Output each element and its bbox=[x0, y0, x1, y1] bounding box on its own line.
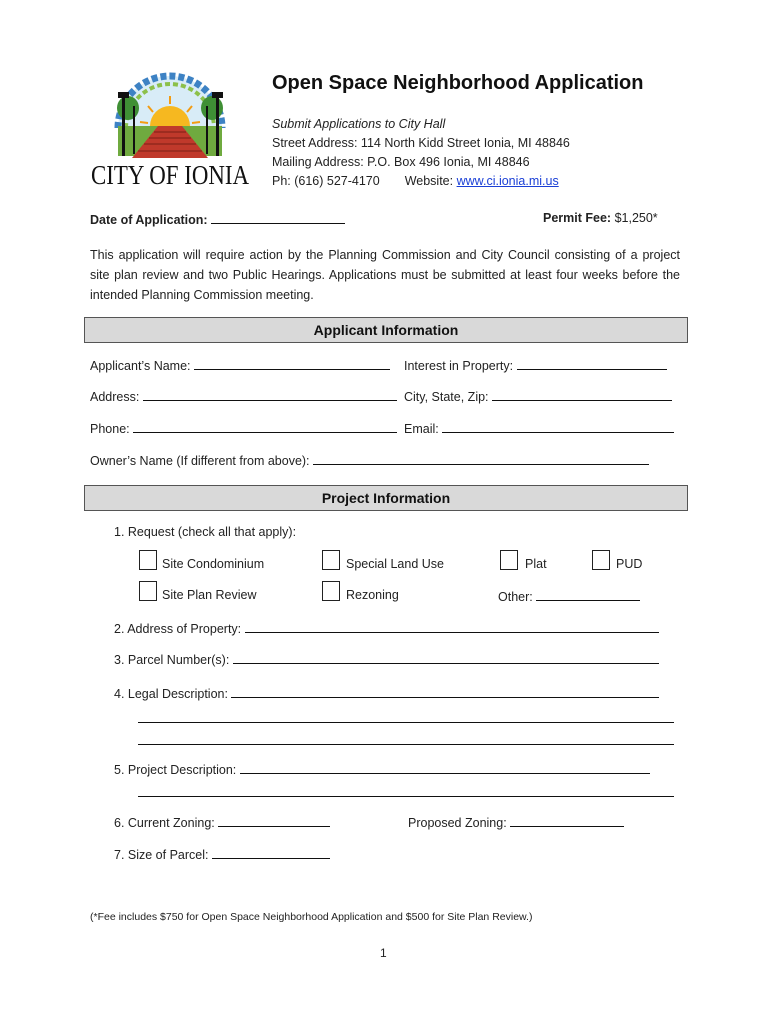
special-land-use-checkbox[interactable] bbox=[322, 550, 340, 570]
legal-description-label: 4. Legal Description: bbox=[114, 687, 228, 701]
phone-number: Ph: (616) 527-4170 bbox=[272, 174, 380, 188]
other-row bbox=[498, 588, 640, 604]
date-label: Date of Application: bbox=[90, 213, 208, 227]
phone-field[interactable] bbox=[133, 420, 397, 433]
parcel-size-row bbox=[114, 846, 330, 862]
city-row bbox=[404, 388, 672, 404]
pud-checkbox[interactable] bbox=[592, 550, 610, 570]
request-question: 1. Request (check all that apply): bbox=[114, 525, 297, 539]
project-section-header: Project Information bbox=[84, 485, 688, 511]
property-address-row bbox=[114, 620, 659, 636]
page-title: Open Space Neighborhood Application bbox=[272, 72, 644, 94]
current-zoning-row bbox=[114, 814, 330, 830]
applicant-section-header: Applicant Information bbox=[84, 317, 688, 343]
email-label: Email: bbox=[404, 422, 439, 436]
owner-label: Owner’s Name (If different from above): bbox=[90, 454, 310, 468]
permit-fee-label: Permit Fee: bbox=[543, 211, 612, 225]
other-label: Other: bbox=[498, 590, 533, 604]
site-plan-review-label: Site Plan Review bbox=[162, 588, 257, 602]
street-address: Street Address: 114 North Kidd Street Ionia, MI 48846 bbox=[272, 136, 570, 150]
site-condominium-label: Site Condominium bbox=[162, 557, 265, 571]
parcel-number-field[interactable] bbox=[233, 651, 659, 664]
logo-graphic bbox=[88, 66, 253, 191]
address-row bbox=[90, 388, 397, 404]
parcel-size-field[interactable] bbox=[212, 846, 330, 859]
legal-description-line-2[interactable] bbox=[138, 710, 674, 723]
other-field[interactable] bbox=[536, 588, 640, 601]
email-row bbox=[404, 420, 674, 436]
interest-row bbox=[404, 357, 667, 373]
applicant-name-row bbox=[90, 357, 390, 373]
rezoning-checkbox[interactable] bbox=[322, 581, 340, 601]
special-land-use-label: Special Land Use bbox=[346, 557, 444, 571]
mailing-address: Mailing Address: P.O. Box 496 Ionia, MI 48846 bbox=[272, 155, 530, 169]
applicant-name-label: Applicant’s Name: bbox=[90, 359, 191, 373]
city-label: City, State, Zip: bbox=[404, 390, 489, 404]
website-link[interactable]: www.ci.ionia.mi.us bbox=[456, 174, 559, 188]
applicant-name-field[interactable] bbox=[194, 357, 390, 370]
pud-label: PUD bbox=[616, 557, 643, 571]
project-description-row bbox=[114, 761, 650, 777]
page-number: 1 bbox=[380, 946, 387, 960]
owner-field[interactable] bbox=[313, 452, 649, 465]
logo-text: CITY OF IONIA bbox=[91, 160, 250, 190]
owner-row bbox=[90, 452, 649, 468]
parcel-number-row bbox=[114, 651, 659, 667]
plat-checkbox[interactable] bbox=[500, 550, 518, 570]
site-condominium-checkbox[interactable] bbox=[139, 550, 157, 570]
property-address-field[interactable] bbox=[245, 620, 659, 633]
project-description-field[interactable] bbox=[240, 761, 650, 774]
fee-footnote: (*Fee includes $750 for Open Space Neighborhood Application and $500 for Site Plan Review.) bbox=[90, 911, 533, 923]
parcel-size-label: 7. Size of Parcel: bbox=[114, 848, 209, 862]
legal-description-line-3[interactable] bbox=[138, 732, 674, 745]
city-of-ionia-logo bbox=[88, 66, 253, 191]
address-field[interactable] bbox=[143, 388, 397, 401]
date-of-application bbox=[90, 211, 345, 227]
date-field[interactable] bbox=[211, 211, 345, 224]
proposed-zoning-field[interactable] bbox=[510, 814, 624, 827]
email-field[interactable] bbox=[442, 420, 674, 433]
legal-description-row bbox=[114, 685, 659, 701]
city-field[interactable] bbox=[492, 388, 672, 401]
proposed-zoning-label: Proposed Zoning: bbox=[408, 816, 507, 830]
contact-line bbox=[272, 174, 559, 188]
rezoning-label: Rezoning bbox=[346, 588, 399, 602]
permit-fee-value: $1,250* bbox=[614, 211, 658, 225]
intro-paragraph: This application will require action by the Planning Commission and City Council consisting of a project site plan review and two Public Hearings. Applications must be submitted at least four weeks before the intended Planning Commission meeting. bbox=[90, 248, 680, 302]
website-label: Website: bbox=[404, 174, 454, 188]
submit-note: Submit Applications to City Hall bbox=[272, 117, 446, 131]
plat-label: Plat bbox=[525, 557, 547, 571]
project-description-line-2[interactable] bbox=[138, 784, 674, 797]
interest-label: Interest in Property: bbox=[404, 359, 514, 373]
site-plan-review-checkbox[interactable] bbox=[139, 581, 157, 601]
address-label: Address: bbox=[90, 390, 140, 404]
current-zoning-field[interactable] bbox=[218, 814, 330, 827]
phone-label: Phone: bbox=[90, 422, 130, 436]
proposed-zoning-row bbox=[408, 814, 624, 830]
current-zoning-label: 6. Current Zoning: bbox=[114, 816, 215, 830]
legal-description-field[interactable] bbox=[231, 685, 659, 698]
permit-fee bbox=[543, 211, 658, 225]
phone-row bbox=[90, 420, 397, 436]
parcel-number-label: 3. Parcel Number(s): bbox=[114, 653, 230, 667]
interest-field[interactable] bbox=[517, 357, 667, 370]
project-description-label: 5. Project Description: bbox=[114, 763, 237, 777]
property-address-label: 2. Address of Property: bbox=[114, 622, 242, 636]
